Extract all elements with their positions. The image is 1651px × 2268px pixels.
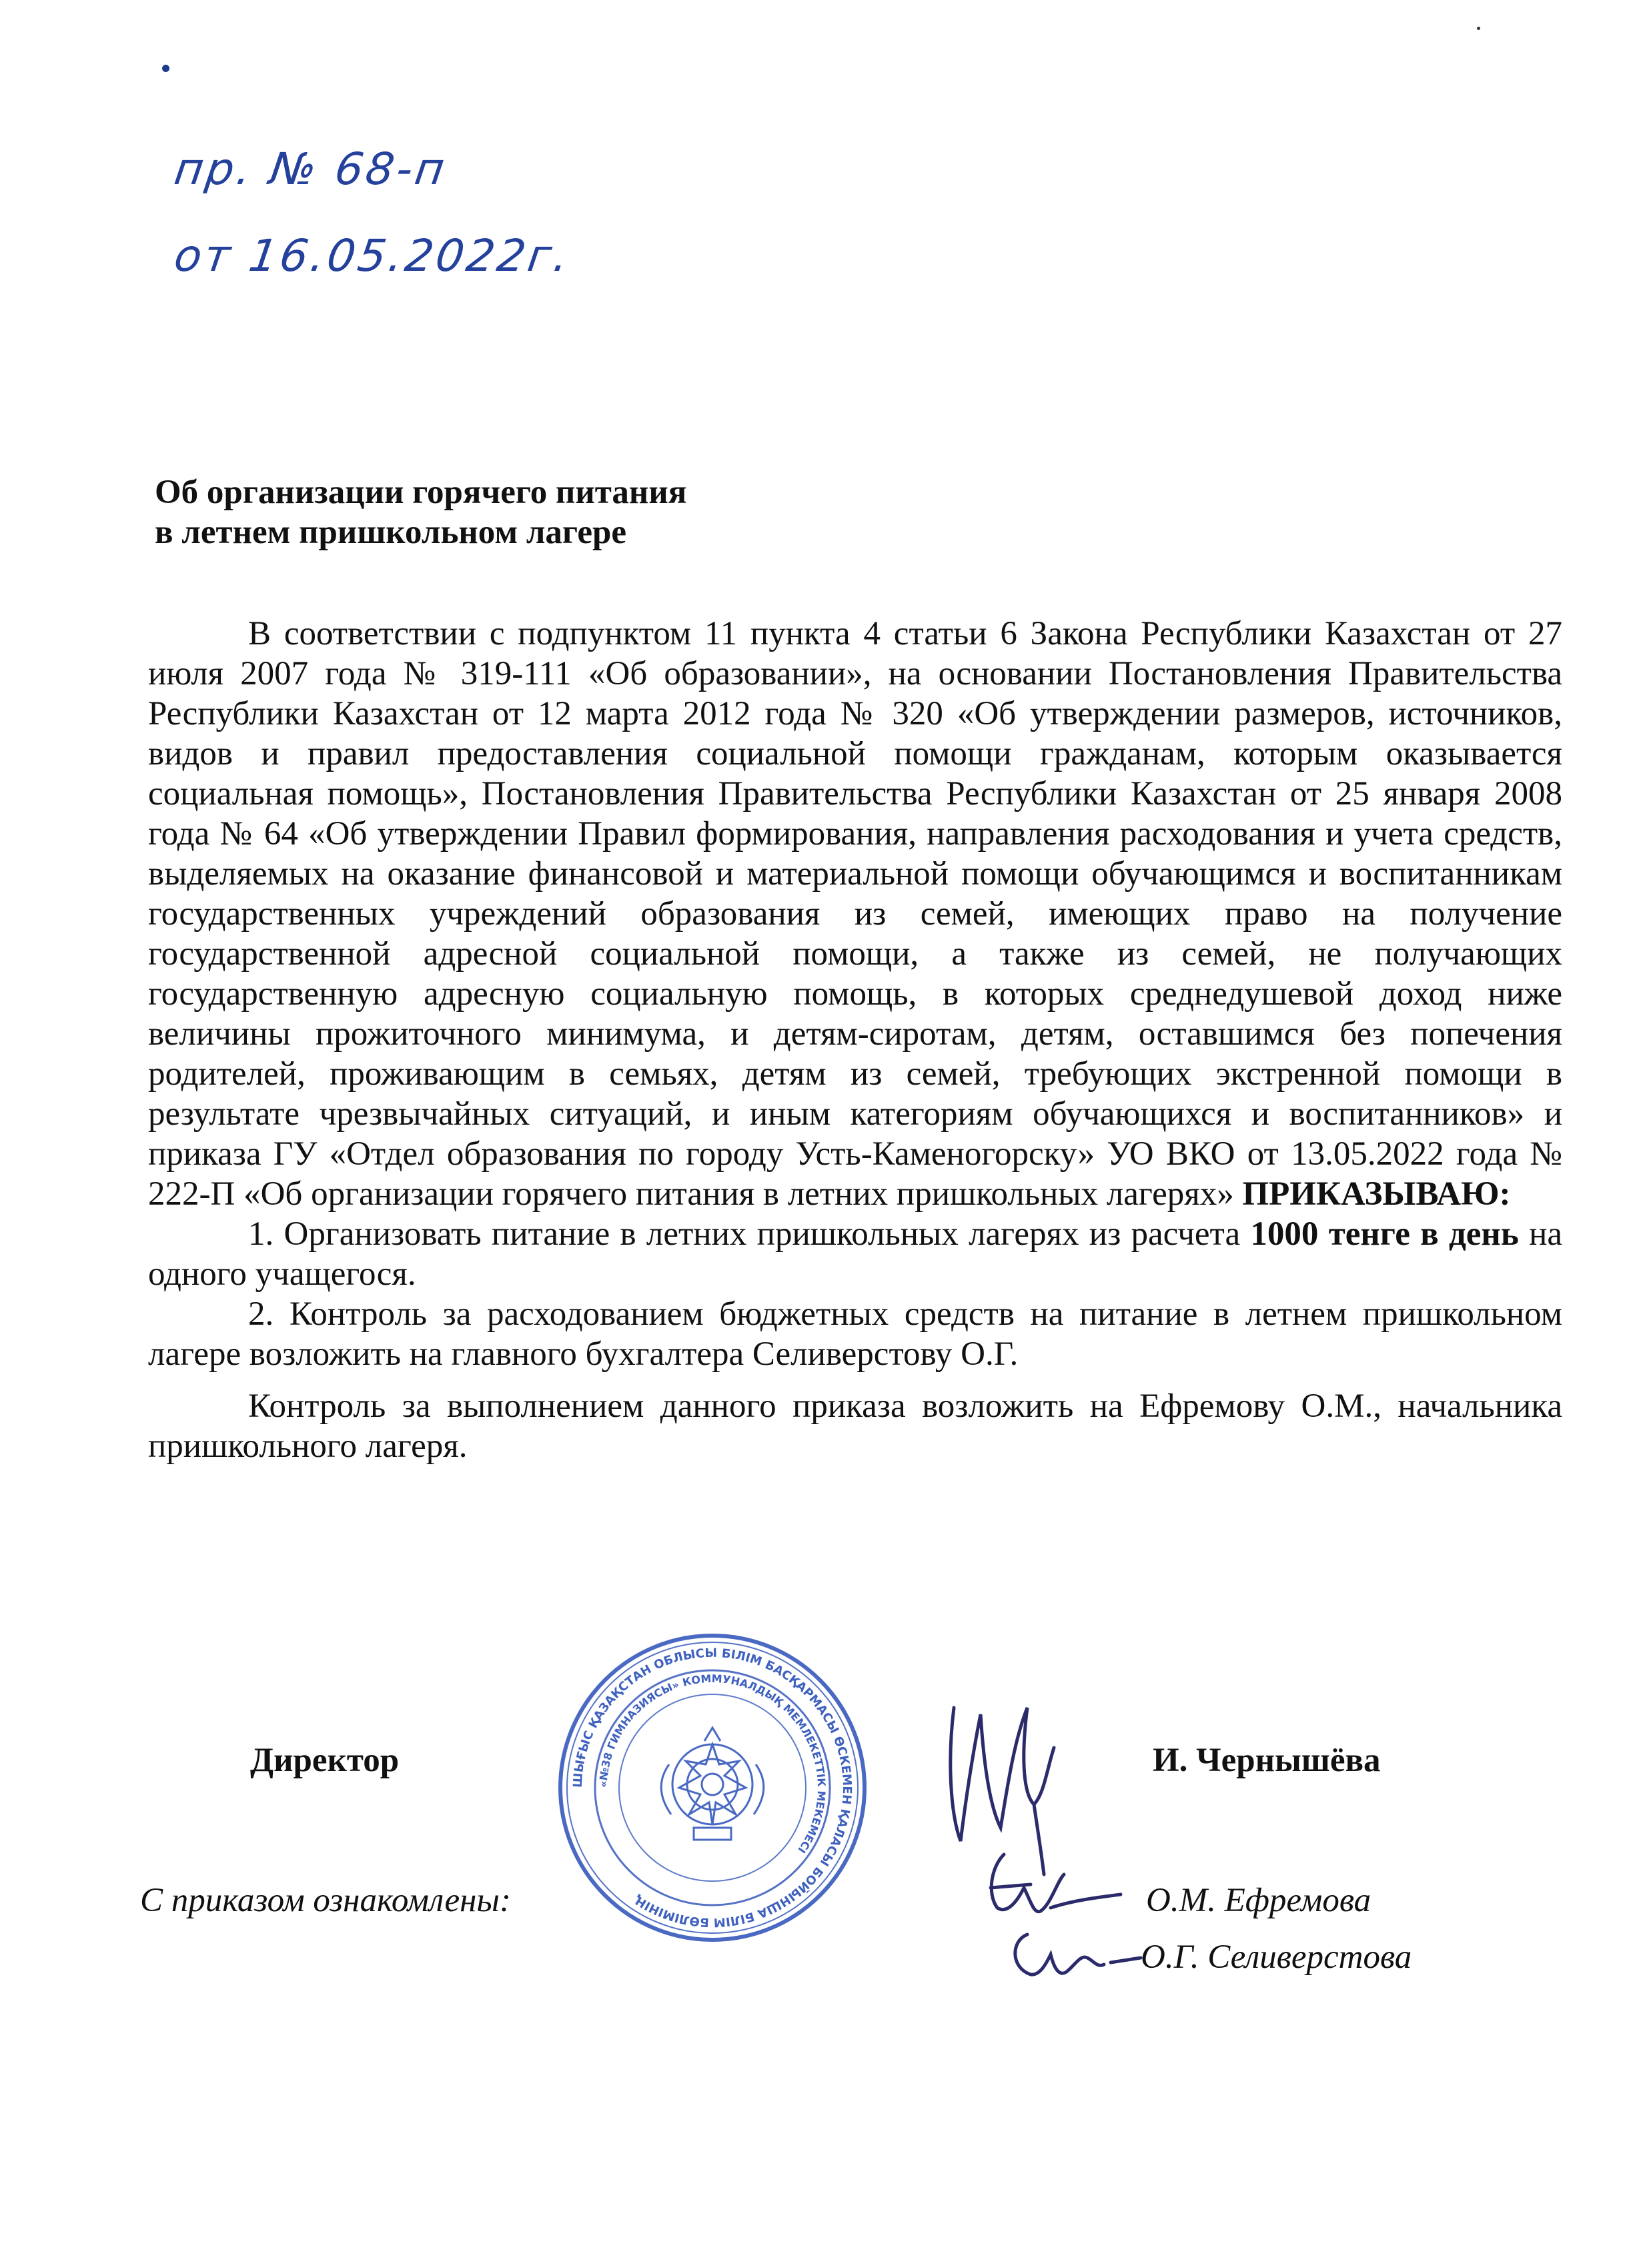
item1-tail: на одного учащегося.: [148, 1215, 1563, 1293]
title-line-2: в летнем пришкольном лагере: [155, 514, 627, 551]
svg-text:ШЫҒЫС ҚАЗАҚСТАН ОБЛЫСЫ БІЛІМ Б: [571, 1646, 854, 1929]
seal-inner-text: «№38 ГИМНАЗИЯСЫ» КОММУНАЛДЫҚ МЕМЛЕКЕТТІК МЕКЕМЕСІ: [596, 1672, 829, 1856]
preamble-paragraph: [148, 614, 1562, 1214]
preamble-text: В соответствии с подпунктом 11 пункта 4 статьи 6 Закона Республики Казахстан от 27 июля 2007 года № 319-111 «Об образовании», на основании Постановления Правительства Республики Казахстан от 12 марта 2012 года № 320 «Об утверждении размеров, источников, видов и правил предоставления социальной помощи гражданам, которым оказывается социальная помощь», Постановления Правительства Республики Казахстан от 25 января 2008 года № 64 «Об утверждении Правил формирования, направления расходования и учета средств, выделяемых на оказание финансовой и материальной помощи обучающимся и воспитанникам государственных учреждений образования из семей, имеющих право на получение государственной адресной социальной помощи, а также из семей, не получающих государственную адресную социальную помощь, в которых среднедушевой доход ниже величины прожиточного минимума, и детям-сиротам, детям, оставшимся без попечения родителей, проживающим в семьях, детям из семей, требующих экстренной помощи в результате чрезвычайных ситуаций, и иным категориям обучающихся и воспитанников» и приказа ГУ «Отдел образования по городу Усть-Каменогорску» УО ВКО от 13.05.2022 года № 222-П «Об организации горячего питания в летних пришкольных лагерях»: [148, 615, 1562, 1213]
order-item-1: [148, 1214, 1562, 1294]
director-label: Директор: [250, 1742, 400, 1779]
seal-outer-text: ШЫҒЫС ҚАЗАҚСТАН ОБЛЫСЫ БІЛІМ БАСҚАРМАСЫ ӨСКЕМЕН ҚАЛАСЫ БОЙЫНША БІЛІМ БӨЛІМІНІҢ: [570, 1646, 855, 1930]
document-title: [155, 472, 686, 552]
ink-speck: [162, 65, 169, 72]
state-emblem-icon: [661, 1728, 764, 1840]
acquainted-label: С приказом ознакомлены:: [140, 1882, 511, 1919]
order-item-2: 2. Контроль за расходованием бюджетных средств на питание в летнем пришкольном лагере возложить на главного бухгалтера Селиверстову О.Г.: [148, 1295, 1562, 1373]
director-name: И. Чернышёва: [1153, 1742, 1381, 1779]
title-line-1: Об организации горячего питания: [155, 474, 687, 511]
order-word: ПРИКАЗЫВАЮ:: [1242, 1175, 1511, 1213]
control-paragraph: Контроль за выполнением данного приказа возложить на Ефремову О.М., начальника пришкольного лагеря.: [148, 1387, 1562, 1465]
item1-text: 1. Организовать питание в летних пришкольных лагерях из расчета: [248, 1215, 1241, 1253]
ink-speck: [1477, 27, 1480, 30]
acquainted-person-1: О.М. Ефремова: [1146, 1882, 1371, 1919]
seliverstova-signature: [1001, 1921, 1147, 1995]
acquainted-person-2: О.Г. Селиверстова: [1141, 1938, 1412, 1976]
handwritten-order-date: от 16.05.2022г.: [171, 230, 574, 281]
official-seal-stamp: [552, 1628, 873, 1948]
document-body: [148, 614, 1562, 1466]
handwritten-order-number: пр. № 68-п: [171, 143, 450, 195]
item1-amount: 1000 тенге в день: [1250, 1215, 1519, 1253]
